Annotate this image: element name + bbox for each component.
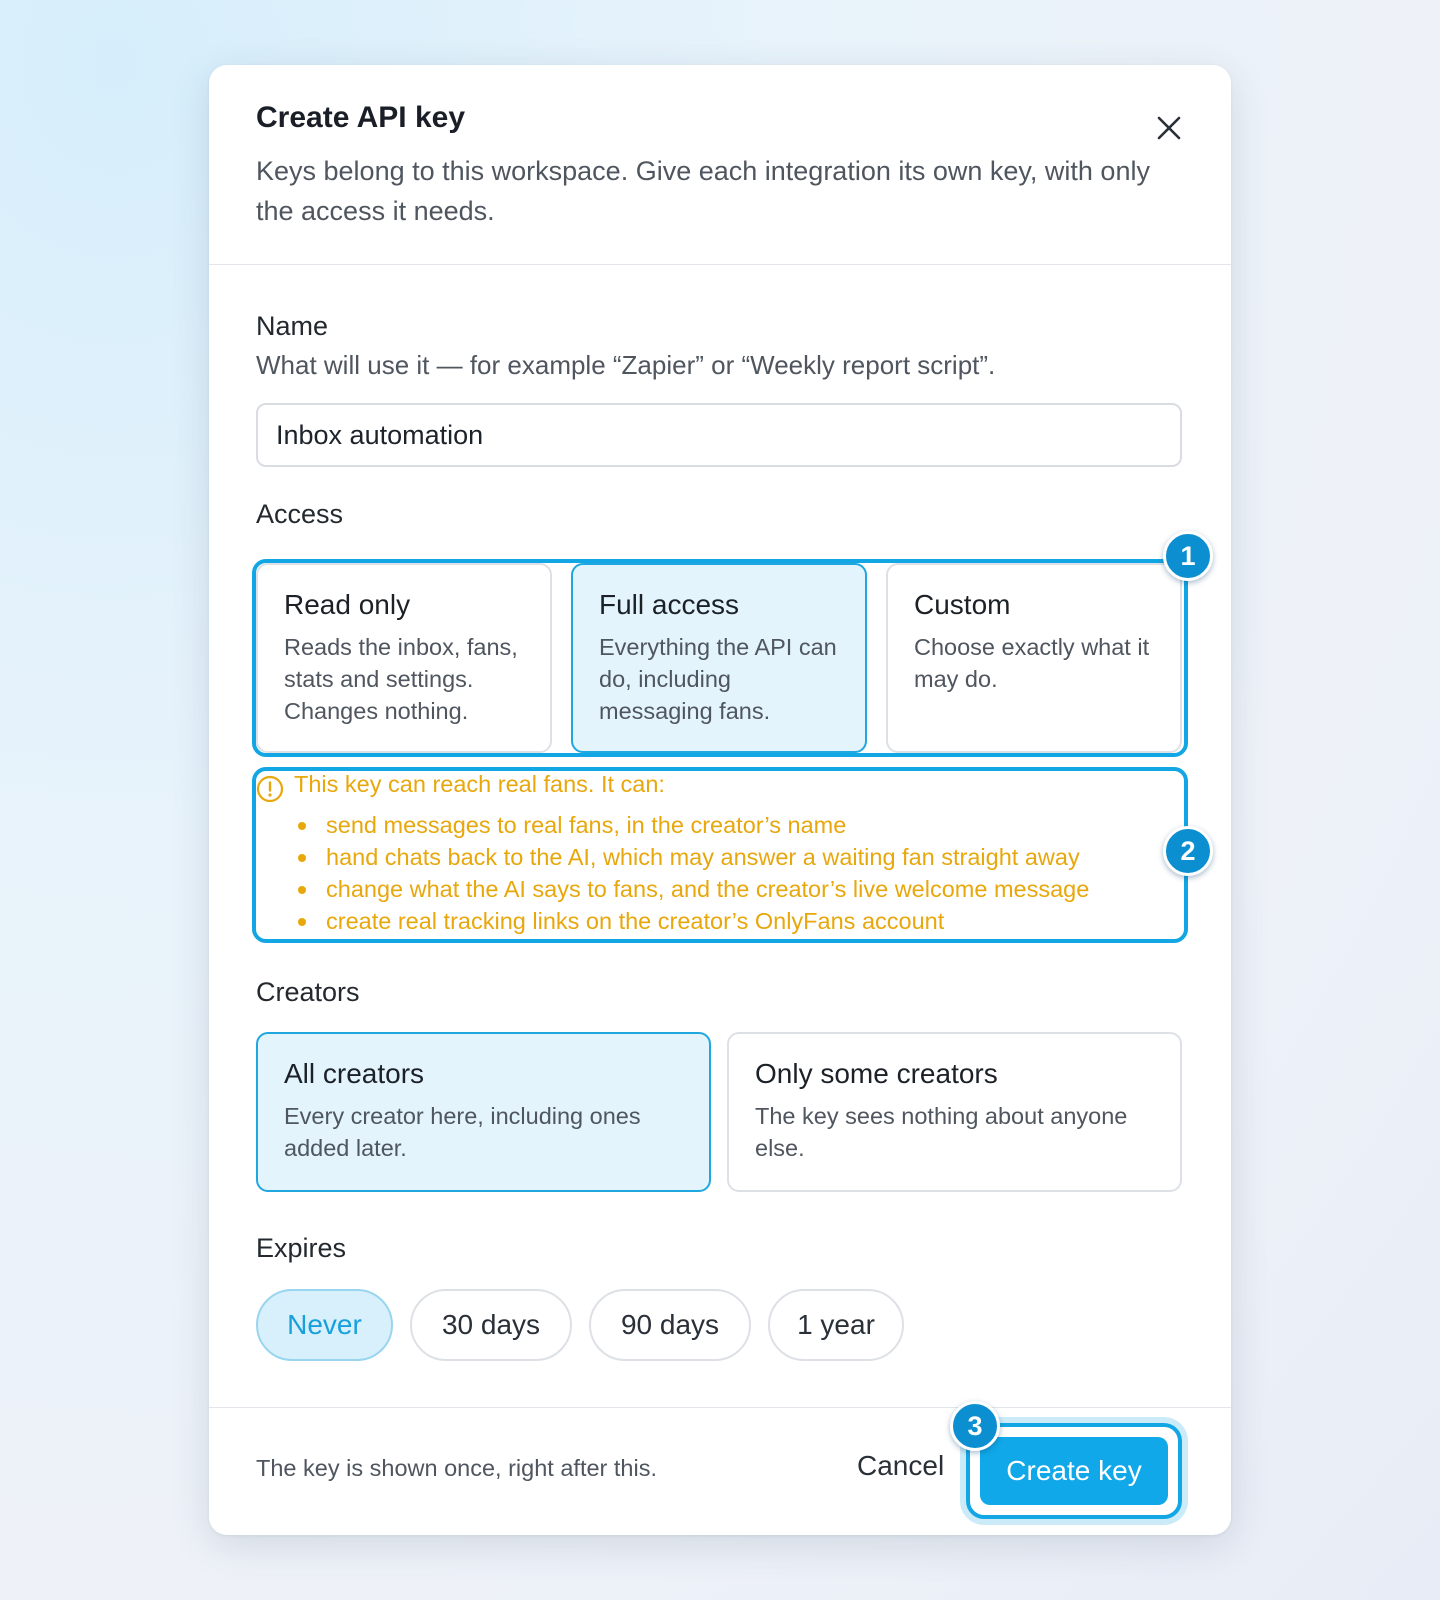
- dialog-header: [209, 65, 1231, 265]
- creators-option-desc: Every creator here, including ones added later.: [284, 1103, 641, 1161]
- cancel-button[interactable]: Cancel: [857, 1450, 945, 1481]
- close-icon[interactable]: [1151, 110, 1187, 146]
- expires-option-90-days[interactable]: 90 days: [589, 1289, 751, 1361]
- highlight-create-button: [966, 1423, 1182, 1519]
- dialog-title: Create API key: [256, 101, 466, 134]
- expires-option-30-days[interactable]: 30 days: [410, 1289, 572, 1361]
- warning-item: send messages to real fans, in the creator’s name: [294, 809, 1089, 841]
- access-option-title: Read only: [284, 589, 411, 620]
- warning-list: [294, 809, 1089, 937]
- name-label: Name: [256, 311, 329, 341]
- marker-2: 2: [1163, 826, 1213, 876]
- creators-option-title: All creators: [284, 1058, 425, 1089]
- footer-note: The key is shown once, right after this.: [256, 1455, 657, 1481]
- creators-option-desc: The key sees nothing about anyone else.: [755, 1103, 1128, 1161]
- creators-option-all[interactable]: [256, 1032, 711, 1192]
- access-option-title: Full access: [599, 589, 740, 620]
- creators-option-some[interactable]: [727, 1032, 1182, 1192]
- creators-label: Creators: [256, 977, 360, 1007]
- access-label: Access: [256, 499, 344, 529]
- access-option-custom[interactable]: [886, 563, 1182, 753]
- warning-item: create real tracking links on the creator’s OnlyFans account: [294, 905, 1089, 937]
- access-option-title: Custom: [914, 589, 1011, 620]
- marker-3: 3: [950, 1401, 1000, 1451]
- dialog-subtitle: Keys belong to this workspace. Give each integration its own key, with only the access it needs.: [256, 156, 1150, 226]
- warning-item: change what the AI says to fans, and the creator’s live welcome message: [294, 873, 1089, 905]
- expires-option-1-year[interactable]: 1 year: [768, 1289, 904, 1361]
- alert-circle-icon: [256, 775, 284, 803]
- expires-option-never[interactable]: Never: [256, 1289, 393, 1361]
- access-option-desc: Everything the API can do, including messaging fans.: [599, 634, 837, 724]
- access-option-full-access[interactable]: [571, 563, 867, 753]
- name-hint: What will use it — for example “Zapier” or “Weekly report script”.: [256, 350, 996, 380]
- creators-option-title: Only some creators: [755, 1058, 998, 1089]
- name-input[interactable]: [256, 403, 1182, 467]
- create-key-button[interactable]: Create key: [980, 1437, 1168, 1505]
- expires-label: Expires: [256, 1233, 347, 1263]
- marker-1: 1: [1163, 531, 1213, 581]
- access-option-desc: Reads the inbox, fans, stats and settings. Changes nothing.: [284, 634, 518, 724]
- create-api-key-dialog: [209, 65, 1231, 1535]
- dialog-footer: [209, 1407, 1231, 1535]
- access-option-desc: Choose exactly what it may do.: [914, 634, 1150, 692]
- warning-item: hand chats back to the AI, which may answer a waiting fan straight away: [294, 841, 1089, 873]
- access-option-read-only[interactable]: [256, 563, 552, 753]
- warning-heading: This key can reach real fans. It can:: [294, 771, 665, 797]
